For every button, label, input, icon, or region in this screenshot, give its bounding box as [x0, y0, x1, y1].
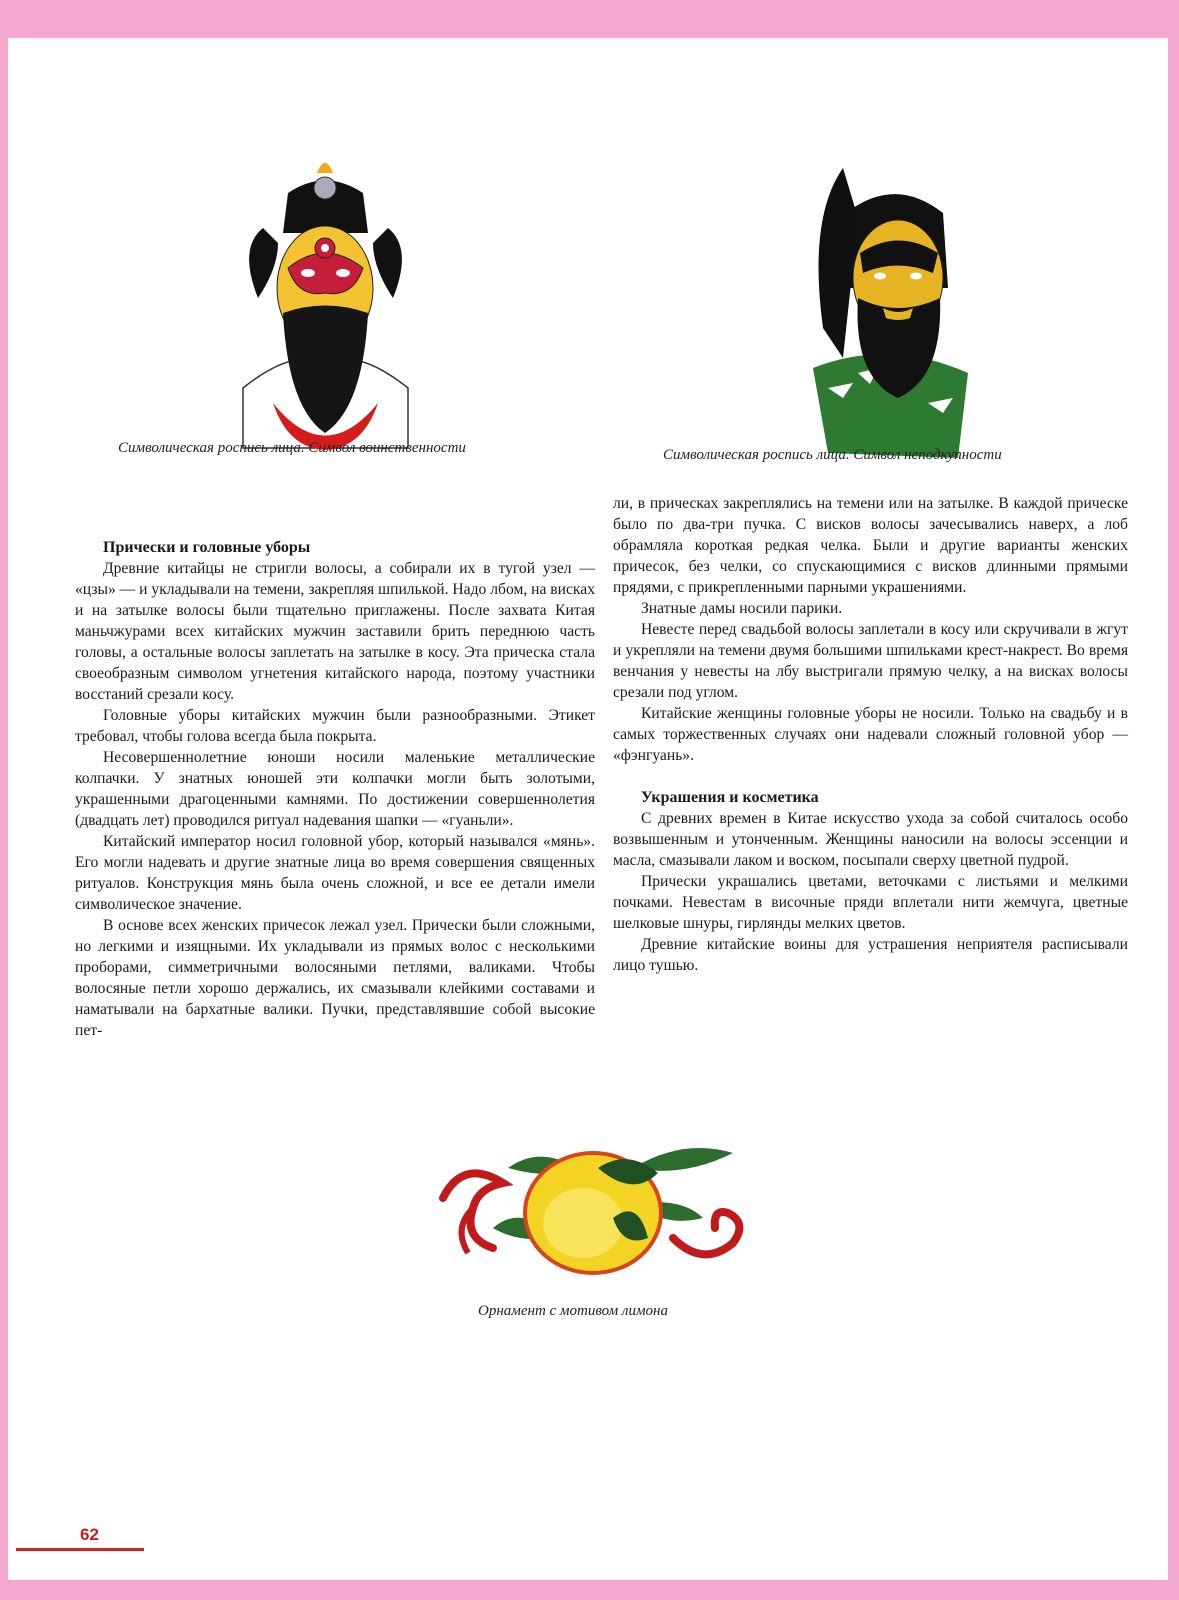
- paragraph: Китайские женщины головные уборы не носили. Только на свадьбу и в самых торжественных случаях они надевали сложный головной убор — «фэнгуань».: [613, 705, 1128, 764]
- paragraph-continuation: ли, в прическах закреплялись на темени или на затылке. В каждой прическе было по два-три пучка. С висков волосы зачесывались наверх, а лоб обрамляла короткая редкая челка. Были и другие варианты женских причесок, без челки, со спускающимися с висков длинными прямыми прядями, с прикрепленными парными украшениями.: [613, 495, 1128, 596]
- paragraph: Знатные дамы носили парики.: [641, 600, 843, 617]
- caption-left: Символическая роспись лица. Символ воинственности: [118, 440, 466, 456]
- incorruptible-mask-face-icon: [798, 158, 983, 463]
- lemon-ornament-icon: [433, 1128, 763, 1288]
- text-column-right: [613, 493, 1128, 976]
- paragraph: Головные уборы китайских мужчин были разнообразными. Этикет требовал, чтобы голова всегда была покрыта.: [75, 707, 595, 745]
- paragraph: Несовершеннолетние юноши носили маленькие металлические колпачки. У знатных юношей эти колпачки могли быть золотыми, украшенными драгоценными камнями. По достижении совершеннолетия (двадцать лет) проводился ритуал надевания шапки — «гуаньли».: [75, 749, 595, 829]
- text-column-left: [75, 537, 595, 1041]
- lemon-ornament-illustration: [433, 1128, 763, 1288]
- page-number-rule: [16, 1548, 144, 1551]
- section-heading-jewelry: Украшения и косметика: [641, 789, 819, 806]
- page-number: 62: [80, 1525, 99, 1544]
- paragraph: Китайский император носил головной убор, который назывался «мянь». Его могли надевать и другие знатные лица во время совершения священных ритуалов. Конструкция мянь была очень сложной, и все ее детали имели символическое значение.: [75, 833, 595, 913]
- caption-right: Символическая роспись лица. Символ неподкупности: [663, 447, 1002, 463]
- paragraph: Древние китайские воины для устрашения неприятеля расписывали лицо тушью.: [613, 936, 1128, 974]
- caption-ornament: Орнамент с мотивом лимона: [478, 1303, 668, 1319]
- incorruptible-mask-illustration: [798, 158, 983, 463]
- paragraph: Древние китайцы не стригли волосы, а собирали их в тугой узел — «цзы» — и укладывали на темени, закрепляя шпилькой. Надо лбом, на висках и на затылке волосы были тщательно приглажены. После захвата Китая маньчжурами всех китайских мужчин заставили брить переднюю часть головы, а остальные волосы заплетать на затылке в косу. Эта прическа стала своеобразным символом угнетения китайского народа, поэтому участники восстаний срезали косу.: [75, 560, 595, 703]
- section-heading-hairstyles: Прически и головные уборы: [103, 539, 311, 556]
- paragraph: С древних времен в Китае искусство ухода за собой считалось особо возвышенным и утонченным. Женщины наносили на волосы эссенции и масла, смазывали лаком и воском, посыпали сверху цветной пудрой.: [613, 810, 1128, 869]
- paragraph: В основе всех женских причесок лежал узел. Прически были сложными, но легкими и изящными. Их укладывали из прямых волос с несколькими проборами, симметричными волосяными петлями, валиками. Чтобы волосяные петли хорошо держались, их смазывали клейкими составами и наматывали на бархатные валики. Пучки, представлявшие собой высокие пет-: [75, 917, 595, 1039]
- warrior-mask-illustration: [233, 148, 418, 453]
- paragraph: Прически украшались цветами, веточками с листьями и мелкими почками. Невестам в височные пряди вплетали нити жемчуга, цветные шелковые шнуры, гирлянды мелких цветов.: [613, 873, 1128, 932]
- book-page: [8, 38, 1168, 1580]
- warrior-mask-face-icon: [233, 148, 418, 453]
- paragraph: Невесте перед свадьбой волосы заплетали в косу или скручивали в жгут и укрепляли на темени двумя большими шпильками крест-накрест. Во время венчания у невесты на лбу выстригали прямую челку, а на висках волосы срезали под углом.: [613, 621, 1128, 701]
